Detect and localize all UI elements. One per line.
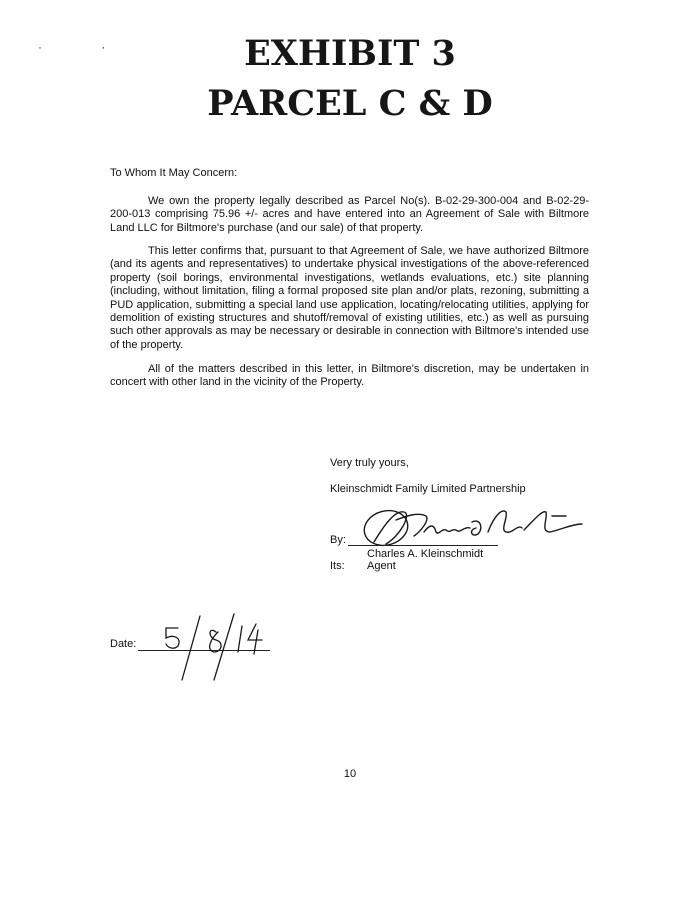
date-label: Date: bbox=[110, 638, 137, 650]
salutation: To Whom It May Concern: bbox=[110, 167, 238, 179]
handwritten-date bbox=[160, 604, 270, 689]
signer-name: Charles A. Kleinschmidt bbox=[367, 548, 484, 560]
paragraph-ownership: We own the property legally described as Parcel No(s). B-02-29-300-004 and B-02-29-200-013 comprising 75.96 +/- acres and have entered into an Agreement of Sale with Biltmore Land LLC for Biltmore's purchase (and our sale) of that property. bbox=[110, 195, 589, 234]
company-name: Kleinschmidt Family Limited Partnership bbox=[330, 483, 526, 495]
its-label: Its: bbox=[330, 560, 345, 572]
paragraph-discretion: All of the matters described in this letter, in Biltmore's discretion, may be undertaken in concert with other land in the vicinity of the Property. bbox=[110, 363, 589, 389]
exhibit-title: EXHIBIT 3 bbox=[244, 33, 456, 74]
signature-line bbox=[348, 545, 498, 546]
parcel-title: PARCEL C & D bbox=[207, 83, 493, 124]
paragraph-authorization: This letter confirms that, pursuant to that Agreement of Sale, we have authorized Biltmore (and its agents and representatives) to undertake physical investigations of the above-referenced property (soil borings, environmental investigations, wetlands evaluations, etc.) site planning (including, without limitation, filing a formal proposed site plan and/or plats, rezoning, submitting a PUD application, submitting a special land use application, locating/relocating utilities, applying for demolition of existing structures and shutoff/removal of existing utilities, etc.) as well as pursuing such other approvals as may be necessary or desirable in connection with Biltmore's intended use of the property. bbox=[110, 245, 589, 351]
scan-specks: · · bbox=[38, 40, 134, 54]
signer-title: Agent bbox=[367, 560, 396, 572]
by-label: By: bbox=[330, 534, 346, 546]
page-number: 10 bbox=[343, 768, 357, 780]
closing: Very truly yours, bbox=[330, 457, 409, 469]
